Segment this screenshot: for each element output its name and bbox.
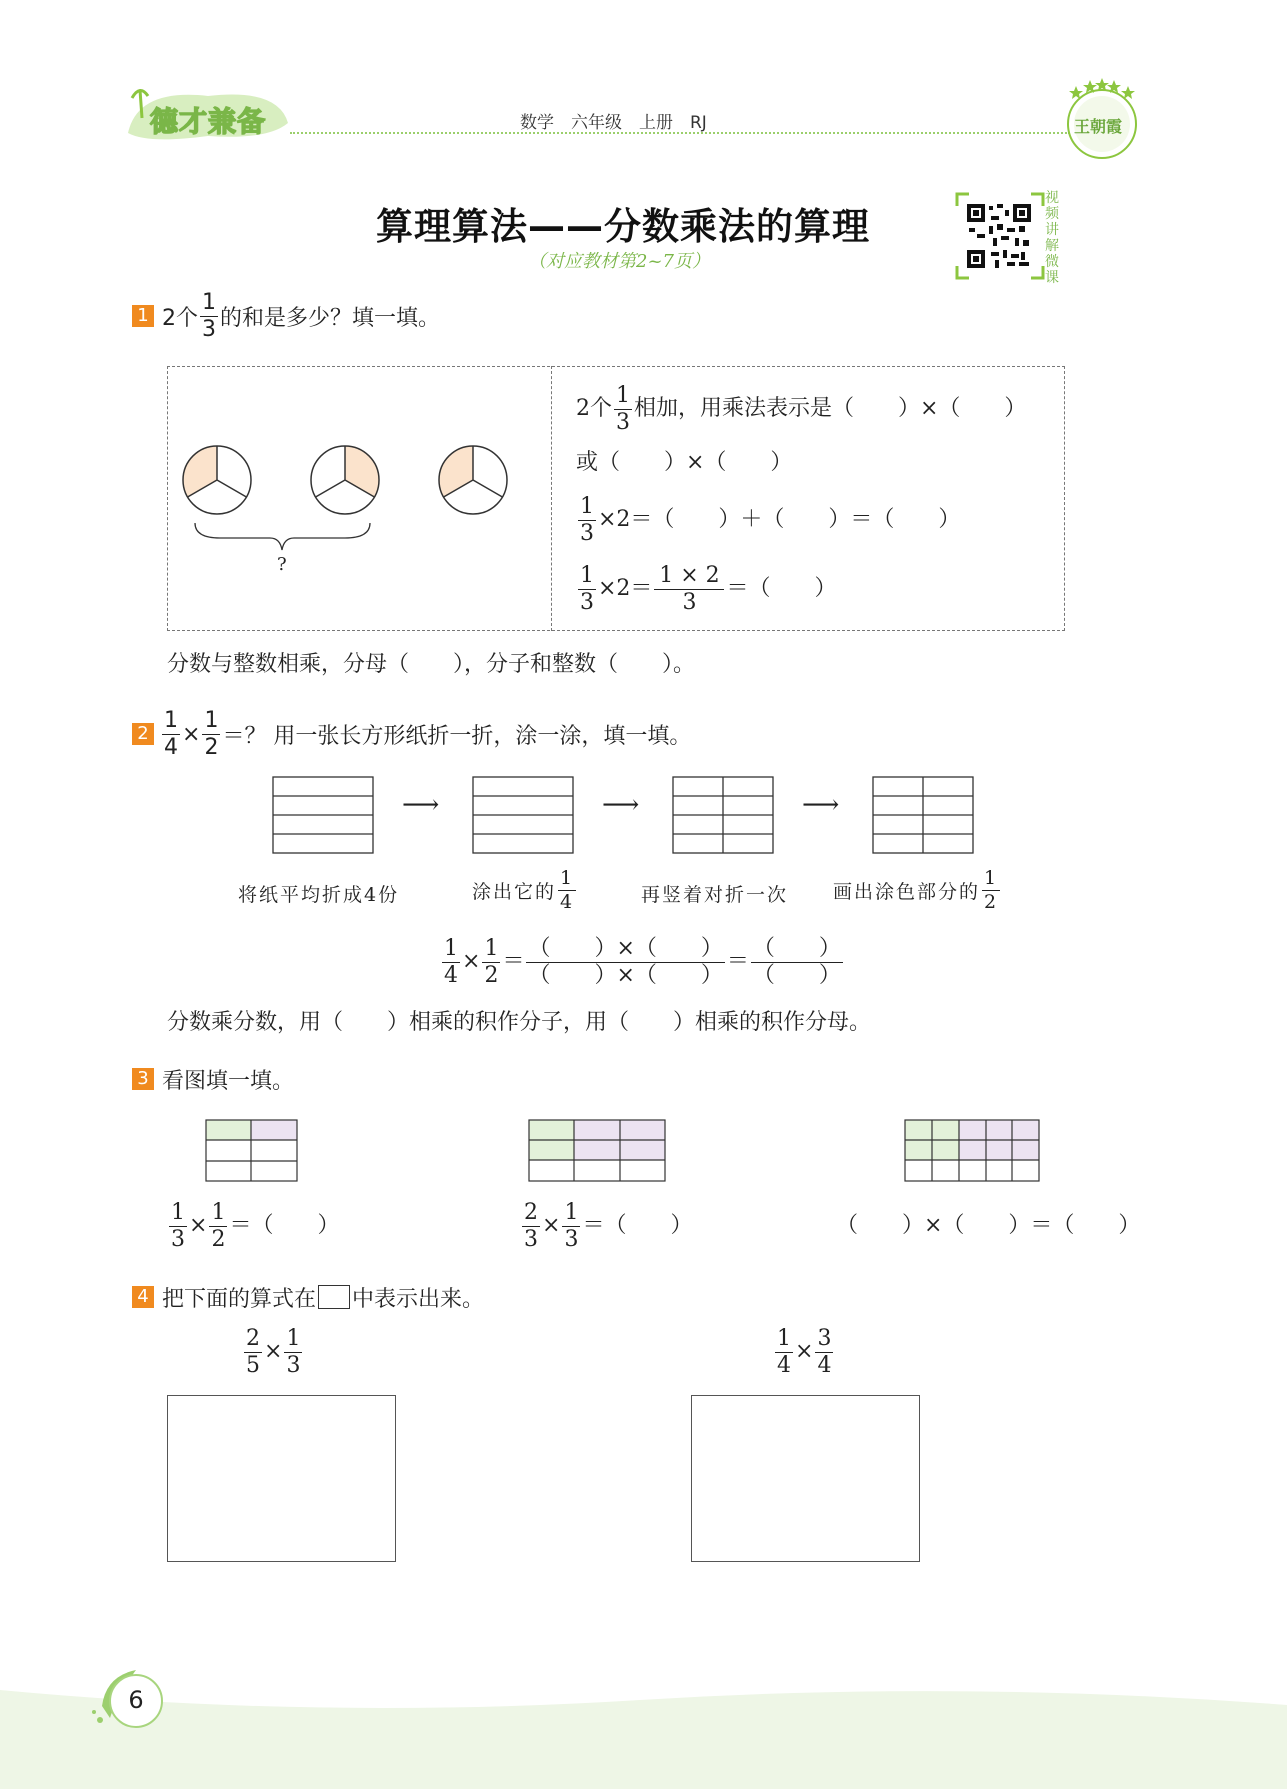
q2-eq-result-fraction: $\frac{( )}{( )}$ (752, 935, 841, 988)
q4-expr2-fraction-a: $\frac{1}{4}$ (777, 1325, 791, 1378)
q2-step2-label: 涂出它的 $\frac{1}{4}$ (472, 866, 575, 913)
q4-text-b: 中表示出来。 (352, 1286, 485, 1312)
q1-text-a: 2个 (162, 305, 198, 331)
q2-paper-2 (473, 777, 573, 853)
brand-logo-text: 德才兼备 (150, 105, 267, 138)
q2-eq-fraction-b: $\frac{1}{2}$ (484, 935, 499, 988)
q4-drawing-box-1[interactable] (167, 1395, 396, 1562)
q2-arrow-2: ⟶ (602, 790, 640, 820)
qr-code-icon[interactable] (955, 192, 1045, 280)
q1-line2: 或（ ）×（ ） (576, 450, 793, 475)
q3-eq1-fraction-b: $\frac{1}{2}$ (211, 1199, 226, 1252)
q1-circles-diagram (180, 440, 520, 580)
q1-line4: $\frac{1}{3}$ ×2＝ $\frac{1 \times 2}{3}$ ＝（ ） (580, 562, 837, 615)
footer-background (0, 1680, 1287, 1789)
q3-eq1-fraction-a: $\frac{1}{3}$ (171, 1199, 185, 1252)
q4-number-badge: 4 (132, 1286, 154, 1308)
q3-grid-3 (904, 1119, 1042, 1183)
q3-equation-3: （ ）×（ ）＝（ ） (836, 1213, 1141, 1238)
q1-box-divider (551, 366, 552, 631)
q2-fraction-b: $\frac{1}{2}$ (204, 707, 219, 760)
q3-equation-1: $\frac{1}{3}$ × $\frac{1}{2}$ ＝（ ） (171, 1199, 340, 1252)
q2-paper-1 (273, 777, 373, 853)
q4-heading (132, 1282, 484, 1312)
q3-number-badge: 3 (132, 1068, 154, 1090)
q4-text-a: 把下面的算式在 (162, 1286, 317, 1312)
q1-line3: $\frac{1}{3}$ ×2＝（ ）＋（ ）＝（ ） (580, 493, 961, 546)
q1-brace (195, 523, 370, 550)
q1-line1-fraction: $\frac{1}{3}$ (616, 382, 630, 435)
q1-question-mark: ? (277, 554, 287, 575)
q4-drawing-box-2[interactable] (691, 1395, 920, 1562)
q3-text: 看图填一填。 (162, 1068, 295, 1094)
q2-number-badge: 2 (132, 723, 154, 745)
q2-paper-3 (673, 777, 773, 853)
q2-arrow-3: ⟶ (802, 790, 840, 820)
q4-expr1-fraction-a: $\frac{2}{5}$ (246, 1325, 260, 1378)
q2-paper-4 (873, 777, 973, 853)
q2-times: × (182, 721, 201, 747)
q3-grid-2 (528, 1119, 668, 1183)
header (0, 0, 1287, 150)
q1-line3-fraction: $\frac{1}{3}$ (580, 493, 594, 546)
q2-step4-label: 画出涂色部分的 $\frac{1}{2}$ (833, 866, 999, 913)
page-title: 算理算法——分数乘法的算理 (376, 205, 870, 248)
q3-heading (132, 1064, 294, 1094)
q1-line1: 2个 $\frac{1}{3}$ 相加，用乘法表示是（ ）×（ ） (576, 382, 1027, 435)
q2-step4-fraction: $\frac{1}{2}$ (984, 866, 999, 913)
q4-expression-2: $\frac{1}{4}$ × $\frac{3}{4}$ (777, 1325, 832, 1378)
q2-arrow-1: ⟶ (402, 790, 440, 820)
q3-grid-1 (205, 1119, 299, 1183)
q1-line4-fraction: $\frac{1}{3}$ (580, 562, 594, 615)
q1-line4-fraction2: $\frac{1 \times 2}{3}$ (654, 565, 724, 614)
author-badge-name: 王朝霞 (1074, 117, 1123, 136)
q3-eq2-fraction-b: $\frac{1}{3}$ (564, 1199, 579, 1252)
q4-inline-box (318, 1285, 350, 1309)
q2-equation: $\frac{1}{4}$ × $\frac{1}{2}$ ＝ $\frac{( )\times( )}{( )\times( )}$ ＝ $\frac{( )}{( )}$ (444, 935, 841, 988)
q4-expr1-fraction-b: $\frac{1}{3}$ (286, 1325, 301, 1378)
page-number: 6 (128, 1686, 144, 1714)
qr-video-label: 视频讲解微课 (1045, 190, 1059, 286)
q2-step1-label: 将纸平均折成4份 (238, 884, 400, 906)
q3-eq2-fraction-a: $\frac{2}{3}$ (524, 1199, 538, 1252)
q1-number-badge: 1 (132, 305, 154, 327)
page-subtitle: （对应教材第2~7页） (528, 251, 710, 272)
q3-equation-2: $\frac{2}{3}$ × $\frac{1}{3}$ ＝（ ） (524, 1199, 693, 1252)
q2-eq-fraction-a: $\frac{1}{4}$ (444, 935, 458, 988)
q4-expression-1: $\frac{2}{5}$ × $\frac{1}{3}$ (246, 1325, 301, 1378)
q1-circle-3 (439, 446, 507, 514)
q2-heading (132, 706, 691, 762)
q2-step3-label: 再竖着对折一次 (641, 884, 789, 906)
q1-conclusion: 分数与整数相乘，分母（ ），分子和整数（ ）。 (167, 652, 696, 677)
q1-circle-2 (311, 446, 379, 514)
q2-fraction-a: $\frac{1}{4}$ (164, 707, 178, 760)
q1-circle-1 (183, 446, 251, 514)
q1-text-b: 的和是多少？填一填。 (220, 305, 441, 331)
q1-fraction: $\frac{1}{3}$ (202, 289, 216, 342)
q2-conclusion: 分数乘分数，用（ ）相乘的积作分子，用（ ）相乘的积作分母。 (167, 1010, 872, 1035)
q2-text: ＝？ 用一张长方形纸折一折，涂一涂，填一填。 (222, 723, 692, 749)
q4-expr2-fraction-b: $\frac{3}{4}$ (817, 1325, 832, 1378)
q2-eq-big-fraction: $\frac{( )\times( )}{( )\times( )}$ (528, 935, 723, 988)
q2-step2-fraction: $\frac{1}{4}$ (560, 866, 575, 913)
header-meta: 数学 六年级 上册 RJ (520, 113, 707, 133)
q1-heading (132, 289, 441, 342)
